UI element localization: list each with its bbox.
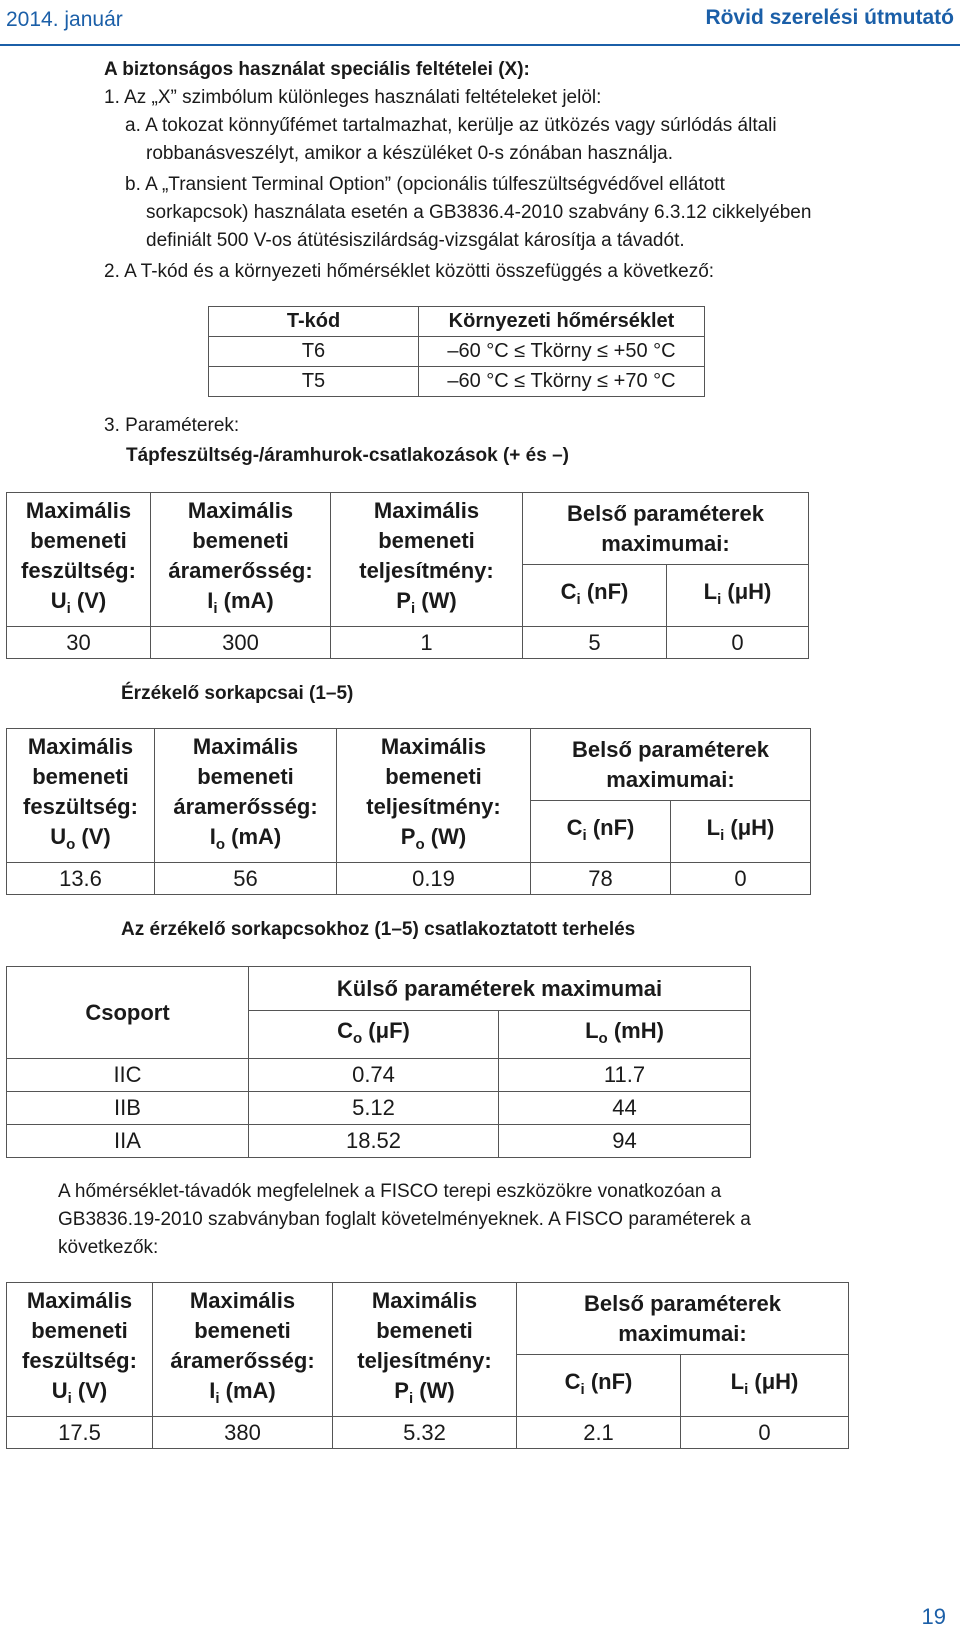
header-unit: (V) bbox=[71, 1377, 108, 1403]
header-subscript: i bbox=[717, 590, 722, 608]
header-unit: (V) bbox=[70, 587, 107, 613]
header-symbol: C bbox=[566, 814, 583, 840]
condition-item-1a-line2: robbanásveszélyt, amikor a készüléket 0-s zónában használja. bbox=[146, 143, 674, 164]
table-header-cell: Külső paraméterek maximumai bbox=[249, 967, 751, 1011]
header-label: Maximális bemeneti áramerősség: bbox=[173, 733, 318, 819]
fisco-text-line2: GB3836.19-2010 szabványban foglalt követelményeknek. A FISCO paraméterek a bbox=[58, 1209, 751, 1230]
header-label: Maximális bemeneti teljesítmény: bbox=[359, 497, 494, 583]
table-header-cell bbox=[155, 729, 337, 863]
table-cell: IIB bbox=[7, 1092, 249, 1125]
header-unit: (mA) bbox=[225, 823, 282, 849]
table-header-cell bbox=[7, 729, 155, 863]
table-cell: 78 bbox=[531, 863, 671, 895]
header-unit: (nF) bbox=[586, 814, 635, 840]
table-header-cell bbox=[667, 565, 809, 627]
fisco-parameter-table bbox=[6, 1282, 849, 1449]
header-subscript: o bbox=[353, 1029, 363, 1047]
fisco-text-line1: A hőmérséklet-távadók megfelelnek a FISCO terepi eszközökre vonatkozóan a bbox=[58, 1181, 722, 1202]
header-unit: (W) bbox=[413, 1377, 455, 1403]
table-cell: 30 bbox=[7, 627, 151, 659]
table-header-cell bbox=[531, 801, 671, 863]
sensor-caption: Érzékelő sorkapcsai (1–5) bbox=[121, 683, 354, 704]
condition-item-1: 1. Az „X” szimbólum különleges használati feltételeket jelöl: bbox=[104, 87, 602, 108]
header-subscript: i bbox=[744, 1380, 749, 1398]
header-subscript: i bbox=[408, 1389, 414, 1407]
header-label: Maximális bemeneti feszültség: bbox=[23, 733, 138, 819]
header-symbol: L bbox=[706, 814, 721, 840]
header-subscript: i bbox=[67, 1389, 72, 1407]
header-unit: (μF) bbox=[362, 1017, 410, 1043]
header-unit: (nF) bbox=[584, 1368, 633, 1394]
header-subscript: i bbox=[213, 599, 218, 617]
table-header-cell bbox=[681, 1355, 849, 1417]
fisco-text-line3: következők: bbox=[58, 1237, 159, 1258]
header-subscript: i bbox=[582, 826, 587, 844]
header-label: Maximális bemeneti áramerősség: bbox=[168, 497, 313, 583]
table-row bbox=[209, 367, 705, 397]
header-unit: (V) bbox=[75, 823, 111, 849]
table-cell: IIA bbox=[7, 1125, 249, 1158]
header-symbol: I bbox=[209, 823, 216, 849]
table-header-cell bbox=[517, 1355, 681, 1417]
load-parameter-table bbox=[6, 966, 751, 1158]
conditions-heading: A biztonságos használat speciális feltételei (X): bbox=[104, 59, 530, 80]
table-cell: 2.1 bbox=[517, 1417, 681, 1449]
table-cell: 5.32 bbox=[333, 1417, 517, 1449]
header-symbol: U bbox=[50, 823, 67, 849]
header-subscript: i bbox=[580, 1380, 585, 1398]
table-row bbox=[7, 1059, 751, 1092]
page-number: 19 bbox=[921, 1604, 946, 1629]
table-cell: –60 °C ≤ Tkörny ≤ +70 °C bbox=[419, 367, 705, 397]
header-unit: (W) bbox=[415, 587, 457, 613]
table-row bbox=[7, 627, 809, 659]
page-header bbox=[0, 0, 960, 46]
header-subscript: i bbox=[66, 599, 71, 617]
header-unit: (mH) bbox=[607, 1017, 664, 1043]
header-subscript: i bbox=[410, 599, 416, 617]
condition-item-1b-line2: sorkapcsok) használata esetén a GB3836.4-2010 szabvány 6.3.12 cikkelyében bbox=[146, 202, 812, 223]
header-symbol: U bbox=[50, 587, 67, 613]
load-caption: Az érzékelő sorkapcsokhoz (1–5) csatlakoztatott terhelés bbox=[121, 919, 636, 940]
header-subscript: i bbox=[720, 826, 725, 844]
header-subscript: o bbox=[415, 835, 425, 853]
table-header-cell bbox=[7, 493, 151, 627]
header-label: Maximális bemeneti feszültség: bbox=[21, 497, 136, 583]
table-row bbox=[7, 1417, 849, 1449]
header-unit: (nF) bbox=[580, 578, 629, 604]
header-unit: (μH) bbox=[721, 578, 772, 604]
table-header-cell bbox=[153, 1283, 333, 1417]
header-unit: (W) bbox=[424, 823, 467, 849]
table-cell: 380 bbox=[153, 1417, 333, 1449]
table-header-cell bbox=[337, 729, 531, 863]
header-label: Maximális bemeneti teljesítmény: bbox=[357, 1287, 492, 1373]
table-cell: 0.19 bbox=[337, 863, 531, 895]
table-cell: 300 bbox=[151, 627, 331, 659]
table-cell: T5 bbox=[209, 367, 419, 397]
header-unit: (mA) bbox=[217, 587, 274, 613]
table-row bbox=[7, 1092, 751, 1125]
sensor-parameter-table bbox=[6, 728, 811, 895]
table-cell: 0 bbox=[667, 627, 809, 659]
condition-item-1a-line1: a. A tokozat könnyűfémet tartalmazhat, kerülje az ütközés vagy súrlódás általi bbox=[125, 115, 777, 136]
table-header-cell bbox=[671, 801, 811, 863]
table-cell: 5.12 bbox=[249, 1092, 499, 1125]
header-subscript: i bbox=[215, 1389, 220, 1407]
header-symbol: C bbox=[564, 1368, 581, 1394]
table-header-row bbox=[7, 1283, 849, 1355]
table-cell: 0 bbox=[681, 1417, 849, 1449]
table-row bbox=[209, 337, 705, 367]
header-symbol: L bbox=[703, 578, 718, 604]
condition-item-2: 2. A T-kód és a környezeti hőmérséklet közötti összefüggés a következő: bbox=[104, 261, 715, 282]
temperature-table bbox=[208, 306, 705, 397]
header-symbol: P bbox=[394, 1377, 409, 1403]
table-cell: 94 bbox=[499, 1125, 751, 1158]
table-header-row bbox=[7, 729, 811, 801]
table-header-cell bbox=[331, 493, 523, 627]
header-symbol: C bbox=[560, 578, 577, 604]
table-cell: 11.7 bbox=[499, 1059, 751, 1092]
table-header-cell bbox=[249, 1011, 499, 1059]
header-symbol: I bbox=[209, 1377, 216, 1403]
table-cell: 0.74 bbox=[249, 1059, 499, 1092]
table-cell: 44 bbox=[499, 1092, 751, 1125]
table-cell: T6 bbox=[209, 337, 419, 367]
header-unit: (μH) bbox=[748, 1368, 799, 1394]
header-label: Maximális bemeneti teljesítmény: bbox=[366, 733, 501, 819]
table-header-cell bbox=[523, 565, 667, 627]
table-header-row bbox=[7, 967, 751, 1011]
table-header-row bbox=[209, 307, 705, 337]
table-header-cell bbox=[151, 493, 331, 627]
table-cell: 17.5 bbox=[7, 1417, 153, 1449]
table-header-cell: Belső paraméterek maximumai: bbox=[523, 493, 809, 565]
table-header-cell: Csoport bbox=[7, 967, 249, 1059]
header-symbol: L bbox=[730, 1368, 745, 1394]
header-date: 2014. január bbox=[6, 8, 123, 31]
header-unit: (μH) bbox=[724, 814, 775, 840]
header-label: Maximális bemeneti feszültség: bbox=[22, 1287, 137, 1373]
table-header-cell bbox=[499, 1011, 751, 1059]
table-cell: –60 °C ≤ Tkörny ≤ +50 °C bbox=[419, 337, 705, 367]
supply-parameter-table bbox=[6, 492, 809, 659]
table-header-cell: T-kód bbox=[209, 307, 419, 337]
header-symbol: P bbox=[400, 823, 416, 849]
condition-item-1b-line1: b. A „Transient Terminal Option” (opcionális túlfeszültségvédővel ellátott bbox=[125, 174, 725, 195]
table-cell: 1 bbox=[331, 627, 523, 659]
header-symbol: P bbox=[396, 587, 411, 613]
condition-item-3: 3. Paraméterek: bbox=[104, 415, 240, 436]
table-cell: 18.52 bbox=[249, 1125, 499, 1158]
header-subscript: o bbox=[66, 835, 76, 853]
table-cell: 5 bbox=[523, 627, 667, 659]
header-title: Rövid szerelési útmutató bbox=[705, 6, 954, 29]
table-cell: IIC bbox=[7, 1059, 249, 1092]
table-header-row bbox=[7, 493, 809, 565]
supply-caption: Tápfeszültség-/áramhurok-csatlakozások (+ és –) bbox=[126, 445, 569, 466]
table-cell: 0 bbox=[671, 863, 811, 895]
header-symbol: I bbox=[207, 587, 214, 613]
table-header-cell: Belső paraméterek maximumai: bbox=[517, 1283, 849, 1355]
table-header-cell: Környezeti hőmérséklet bbox=[419, 307, 705, 337]
table-header-cell bbox=[7, 1283, 153, 1417]
header-subscript: o bbox=[215, 835, 226, 853]
condition-item-1b-line3: definiált 500 V-os átütésiszilárdság-vizsgálat károsítja a távadót. bbox=[146, 230, 685, 251]
table-row bbox=[7, 1125, 751, 1158]
table-header-cell bbox=[333, 1283, 517, 1417]
header-label: Maximális bemeneti áramerősség: bbox=[170, 1287, 315, 1373]
header-unit: (mA) bbox=[219, 1377, 276, 1403]
header-rule bbox=[0, 44, 960, 46]
table-header-cell: Belső paraméterek maximumai: bbox=[531, 729, 811, 801]
header-symbol: U bbox=[51, 1377, 68, 1403]
table-cell: 56 bbox=[155, 863, 337, 895]
header-subscript: o bbox=[598, 1029, 608, 1047]
header-symbol: L bbox=[585, 1017, 599, 1043]
header-symbol: C bbox=[337, 1017, 354, 1043]
header-subscript: i bbox=[576, 590, 581, 608]
table-row bbox=[7, 863, 811, 895]
table-cell: 13.6 bbox=[7, 863, 155, 895]
